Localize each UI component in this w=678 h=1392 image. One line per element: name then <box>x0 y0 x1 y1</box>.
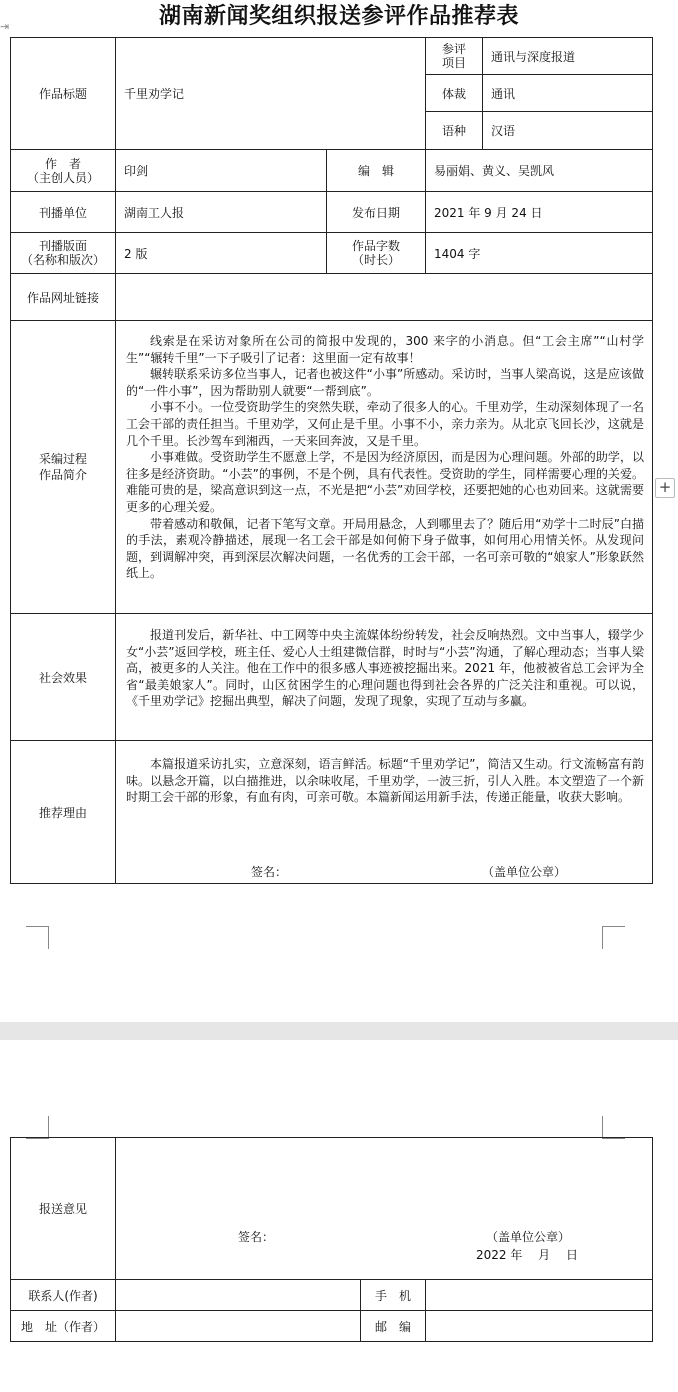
reason-content[interactable] <box>115 740 653 884</box>
opinion-label: 报送意见 <box>10 1137 116 1280</box>
process-paragraph: 辗转联系采访多位当事人，记者也被这件“小事”所感动。采访时，当事人梁高说，这是应该做的“一件小事”，因为帮助别人就要“一帮到底”。 <box>126 367 644 398</box>
page-value[interactable]: 2 版 <box>115 232 327 274</box>
publisher-value[interactable]: 湖南工人报 <box>115 191 327 233</box>
editor-label: 编 辑 <box>326 149 426 192</box>
category-label: 参评 项目 <box>425 37 483 75</box>
genre-value[interactable]: 通讯 <box>482 74 653 112</box>
process-label: 采编过程 作品简介 <box>10 320 116 614</box>
author-label: 作 者 （主创人员） <box>10 149 116 192</box>
url-label: 作品网址链接 <box>10 273 116 321</box>
editor-value[interactable]: 易丽娟、黄义、吴凯风 <box>425 149 653 192</box>
page-corner-mark <box>602 1116 625 1139</box>
move-handle-icon[interactable]: ⇥ <box>0 20 10 33</box>
opinion-seal-label: （盖单位公章） <box>486 1230 571 1244</box>
author-value[interactable]: 印剑 <box>115 149 327 192</box>
url-value[interactable] <box>115 273 653 321</box>
effect-content[interactable] <box>115 613 653 741</box>
genre-label: 体裁 <box>425 74 483 112</box>
process-paragraph: 小事难做。受资助学生不愿意上学，不是因为经济原因，而是因为心理问题。外部的助学，以往多是经济资助。“小芸”的事例，不是个例，具有代表性。受资助的学生，同样需要心理的关爱。难能可贵的是，梁高意识到这一点，不光是把“小芸”劝回学校，还要把她的心也劝回来。这就需要更多的心理关爱。 <box>126 450 644 514</box>
wordcount-label: 作品字数 （时长） <box>326 232 426 274</box>
reason-paragraph: 本篇报道采访扎实，立意深刻，语言鲜活。标题“千里劝学记”，简洁又生动。行文流畅富有韵味。以悬念开篇，以白描推进，以余味收尾，千里劝学，一波三折，引人入胜。本文塑造了一个新时期工会干部的形象，有血有肉，可亲可敬。本篇新闻运用新手法，传递正能量，收获大影响。 <box>126 757 644 805</box>
postcode-value[interactable] <box>425 1310 653 1342</box>
opinion-sign-label: 签名： <box>238 1230 275 1244</box>
phone-value[interactable] <box>425 1279 653 1311</box>
contact-label: 联系人(作者) <box>10 1279 116 1311</box>
publisher-label: 刊播单位 <box>10 191 116 233</box>
category-value[interactable]: 通讯与深度报道 <box>482 37 653 75</box>
wordcount-value[interactable]: 1404 字 <box>425 232 653 274</box>
page-corner-mark <box>602 926 625 949</box>
seal-label: （盖单位公章） <box>482 865 567 879</box>
process-paragraph: 小事不小。一位受资助学生的突然失联，牵动了很多人的心。千里劝学，生动深刻体现了一名工会干部的责任担当。千里劝学，又何止是千里。小事不小，亲力亲为。从北京飞回长沙，这就是几个千里。长沙驾车到湘西，一天来回奔波，又是千里。 <box>126 400 644 448</box>
postcode-label: 邮 编 <box>360 1310 426 1342</box>
process-paragraph: 带着感动和敬佩，记者下笔写文章。开局用悬念，人到哪里去了？随后用“劝学十二时辰”白描的手法，素观冷静描述，展现一名工会干部是如何俯下身子做事，如何用心用情关怀。从发现问题，到调解冲突，再到深层次解决问题，一名优秀的工会干部，一名可亲可敬的“娘家人”形象跃然纸上。 <box>126 516 644 581</box>
address-value[interactable] <box>115 1310 361 1342</box>
add-row-button[interactable]: + <box>655 478 675 498</box>
effect-paragraph: 报道刊发后，新华社、中工网等中央主流媒体纷纷转发，社会反响热烈。文中当事人，辍学少女“小芸”返回学校，班主任、爱心人士组建微信群，时时与“小芸”沟通，了解心理动态；当事人梁高，被更多的人关注。他在工作中的很多感人事迹被挖掘出来。2021 年，他被被省总工会评为全省“最美娘家人”。同时，山区贫困学生的心理问题也得到社会各界的广泛关注和重视。可以说，《千里劝学记》挖掘出典型，解决了问题，发现了现象，实现了互动与多赢。 <box>126 628 644 709</box>
contact-value[interactable] <box>115 1279 361 1311</box>
page-label: 刊播版面 （名称和版次） <box>10 232 116 274</box>
date-label: 发布日期 <box>326 191 426 233</box>
phone-label: 手 机 <box>360 1279 426 1311</box>
effect-label: 社会效果 <box>10 613 116 741</box>
date-value[interactable]: 2021 年 9 月 24 日 <box>425 191 653 233</box>
process-paragraph: 线索是在采访对象所在公司的简报中发现的，300 来字的小消息。但“工会主席”“山村学生”“辗转千里”一下子吸引了记者：这里面一定有故事！ <box>126 334 644 365</box>
reason-label: 推荐理由 <box>10 740 116 884</box>
address-label: 地 址（作者） <box>10 1310 116 1342</box>
page-corner-mark <box>26 926 49 949</box>
language-label: 语种 <box>425 111 483 150</box>
sign-label: 签名： <box>251 865 288 879</box>
page-title: 湖南新闻奖组织报送参评作品推荐表 <box>158 4 519 29</box>
page-corner-mark <box>26 1116 49 1139</box>
language-value[interactable]: 汉语 <box>482 111 653 150</box>
opinion-date: 2022 年 月 日 <box>476 1248 578 1262</box>
opinion-content[interactable] <box>115 1137 653 1280</box>
page-break <box>0 1022 678 1040</box>
work-title-label: 作品标题 <box>10 37 116 150</box>
work-title-value[interactable]: 千里劝学记 <box>115 37 426 150</box>
process-content[interactable] <box>115 320 653 614</box>
